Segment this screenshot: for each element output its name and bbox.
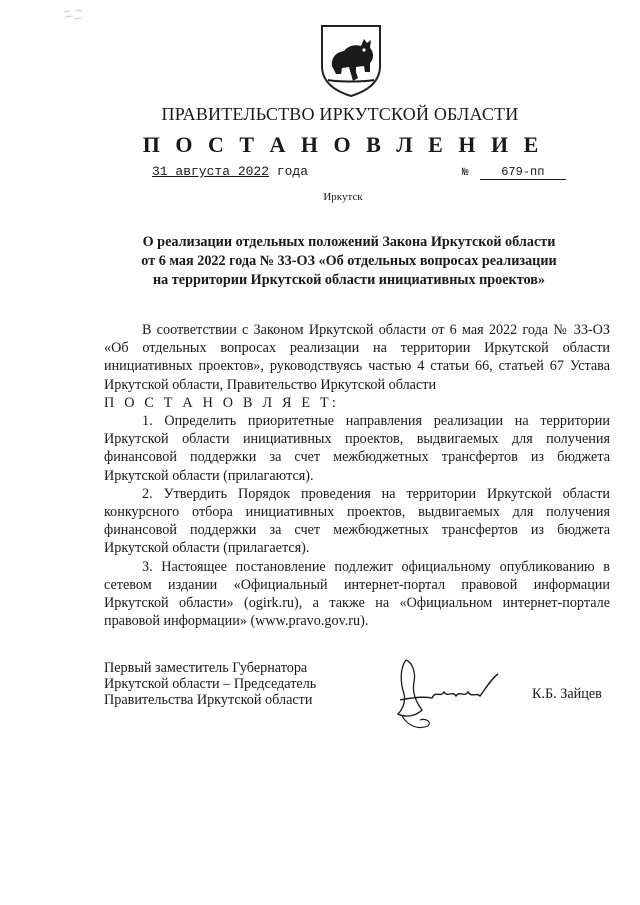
signatory-position <box>104 660 316 708</box>
city-name: Иркутск <box>323 191 363 203</box>
scan-artifact-mark <box>62 8 84 22</box>
number-value: 679-пп <box>480 165 566 180</box>
signer-name: К.Б. Зайцев <box>532 686 602 702</box>
document-title <box>112 233 586 290</box>
document-body <box>104 321 610 630</box>
clause-2: 2. Утвердить Порядок проведения на территории Иркутской области конкурсного отбора инициативных проектов, выдвигаемых для получения финансовой поддержки за счет межбюджетных трансфертов из бюджета Иркутской области (прилагается). <box>104 485 610 557</box>
position-line: Первый заместитель Губернатора <box>104 660 308 676</box>
document-number <box>462 165 566 180</box>
decree-word: П О С Т А Н О В Л Я Е Т: <box>104 394 339 411</box>
clause-1: 1. Определить приоритетные направления реализации на территории Иркутской области инициативных проектов, выдвигаемых для получения финансовой поддержки за счет межбюджетных трансфертов из бюджета Иркутской области (прилагаются). <box>104 413 610 484</box>
organization-name: ПРАВИТЕЛЬСТВО ИРКУТСКОЙ ОБЛАСТИ <box>161 104 519 124</box>
position-line: Правительства Иркутской области <box>104 692 313 708</box>
date-suffix: года <box>269 164 309 179</box>
title-line: на территории Иркутской области инициативных проектов» <box>152 272 545 288</box>
date-value: 31 августа 2022 <box>152 164 270 179</box>
document-date <box>152 164 308 179</box>
position-line: Иркутской области – Председатель <box>104 676 317 692</box>
handwritten-signature <box>386 652 510 734</box>
preamble-paragraph: В соответствии с Законом Иркутской области от 6 мая 2022 года № 33-ОЗ «Об отдельных вопросах реализации на территории Иркутской области инициативных проектов», руководствуясь частью 4 статьи 66, статьей 67 Устава Иркутской области, Правительство Иркутской области <box>104 322 610 393</box>
document-type-heading: П О С Т А Н О В Л Е Н И Е <box>142 132 544 157</box>
clause-3: 3. Настоящее постановление подлежит официальному опубликованию в сетевом издании «Официальный интернет-портал правовой информации Иркутской области» (ogirk.ru), а также на «Официальном интернет-портале правовой информации» (www.pravo.gov.ru). <box>104 558 610 630</box>
title-line: от 6 мая 2022 года № 33-ОЗ «Об отдельных вопросах реализации <box>141 253 557 269</box>
irkutsk-coat-of-arms-icon <box>318 22 384 98</box>
number-label: № <box>462 167 469 179</box>
title-line: О реализации отдельных положений Закона Иркутской области <box>142 234 556 250</box>
